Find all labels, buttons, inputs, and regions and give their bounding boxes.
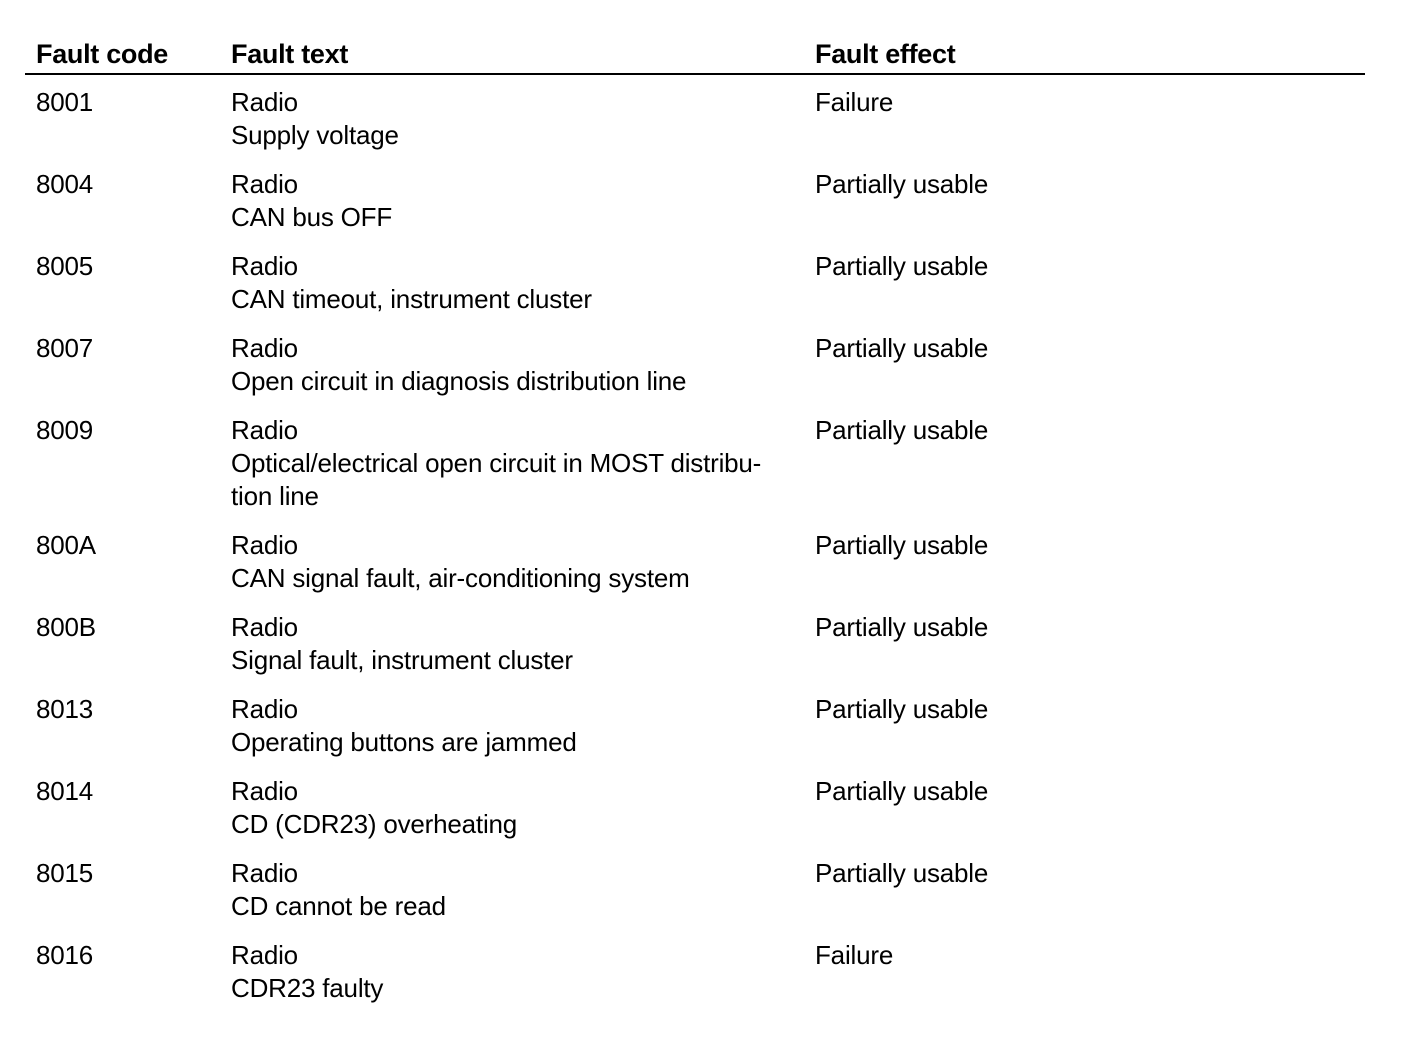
fault-effect-cell: Partially usable bbox=[815, 333, 989, 363]
fault-text-cell bbox=[231, 529, 815, 595]
fault-code-cell: 8013 bbox=[36, 694, 94, 724]
fault-code-table bbox=[25, 32, 1365, 1005]
fault-description: CDR23 faulty bbox=[231, 973, 384, 1003]
table-row bbox=[25, 529, 1365, 595]
fault-description: CAN bus OFF bbox=[231, 202, 393, 232]
fault-effect-cell: Failure bbox=[815, 87, 894, 117]
fault-description: CAN timeout, instrument cluster bbox=[231, 284, 592, 314]
fault-component: Radio bbox=[231, 415, 298, 445]
table-row bbox=[25, 693, 1365, 759]
header-fault-effect: Fault effect bbox=[815, 39, 956, 69]
fault-description: CD (CDR23) overheating bbox=[231, 809, 518, 839]
fault-code-cell: 8001 bbox=[36, 87, 94, 117]
fault-component: Radio bbox=[231, 333, 298, 363]
fault-component: Radio bbox=[231, 530, 298, 560]
fault-description-continued: tion line bbox=[231, 481, 319, 511]
fault-text-cell bbox=[231, 939, 815, 1005]
fault-component: Radio bbox=[231, 776, 298, 806]
fault-description: Signal fault, instrument cluster bbox=[231, 645, 573, 675]
fault-description: Open circuit in diagnosis distribution line bbox=[231, 366, 687, 396]
fault-code-cell: 8004 bbox=[36, 169, 94, 199]
fault-code-cell: 800A bbox=[36, 530, 96, 560]
fault-component: Radio bbox=[231, 940, 298, 970]
fault-code-cell: 8016 bbox=[36, 940, 94, 970]
fault-text-cell bbox=[231, 775, 815, 841]
fault-text-cell bbox=[231, 611, 815, 677]
fault-effect-cell: Partially usable bbox=[815, 251, 989, 281]
table-row bbox=[25, 332, 1365, 398]
fault-text-cell bbox=[231, 250, 815, 316]
fault-code-cell: 8007 bbox=[36, 333, 94, 363]
fault-text-cell bbox=[231, 414, 815, 513]
table-row bbox=[25, 611, 1365, 677]
fault-component: Radio bbox=[231, 169, 298, 199]
header-fault-text: Fault text bbox=[231, 39, 349, 69]
fault-code-cell: 800B bbox=[36, 612, 96, 642]
fault-component: Radio bbox=[231, 612, 298, 642]
fault-effect-cell: Partially usable bbox=[815, 858, 989, 888]
fault-effect-cell: Partially usable bbox=[815, 530, 989, 560]
fault-effect-cell: Failure bbox=[815, 940, 894, 970]
fault-text-cell bbox=[231, 857, 815, 923]
fault-component: Radio bbox=[231, 251, 298, 281]
fault-effect-cell: Partially usable bbox=[815, 694, 989, 724]
fault-description: Optical/electrical open circuit in MOST distribu- bbox=[231, 448, 762, 478]
table-row bbox=[25, 250, 1365, 316]
table-row bbox=[25, 414, 1365, 513]
fault-effect-cell: Partially usable bbox=[815, 776, 989, 806]
fault-effect-cell: Partially usable bbox=[815, 415, 989, 445]
table-header-row bbox=[25, 32, 1365, 75]
table-row bbox=[25, 86, 1365, 152]
fault-code-cell: 8014 bbox=[36, 776, 94, 806]
fault-code-cell: 8005 bbox=[36, 251, 94, 281]
fault-description: CAN signal fault, air-conditioning system bbox=[231, 563, 690, 593]
table-row bbox=[25, 939, 1365, 1005]
fault-effect-cell: Partially usable bbox=[815, 169, 989, 199]
table-row bbox=[25, 775, 1365, 841]
fault-effect-cell: Partially usable bbox=[815, 612, 989, 642]
fault-text-cell bbox=[231, 693, 815, 759]
table-row bbox=[25, 857, 1365, 923]
fault-description: Supply voltage bbox=[231, 120, 399, 150]
fault-text-cell bbox=[231, 332, 815, 398]
fault-description: CD cannot be read bbox=[231, 891, 446, 921]
fault-component: Radio bbox=[231, 694, 298, 724]
fault-text-cell bbox=[231, 86, 815, 152]
fault-description: Operating buttons are jammed bbox=[231, 727, 577, 757]
table-body bbox=[25, 75, 1365, 1005]
fault-code-cell: 8009 bbox=[36, 415, 94, 445]
fault-component: Radio bbox=[231, 858, 298, 888]
header-fault-code: Fault code bbox=[36, 39, 169, 69]
table-row bbox=[25, 168, 1365, 234]
fault-component: Radio bbox=[231, 87, 298, 117]
fault-code-cell: 8015 bbox=[36, 858, 94, 888]
fault-text-cell bbox=[231, 168, 815, 234]
